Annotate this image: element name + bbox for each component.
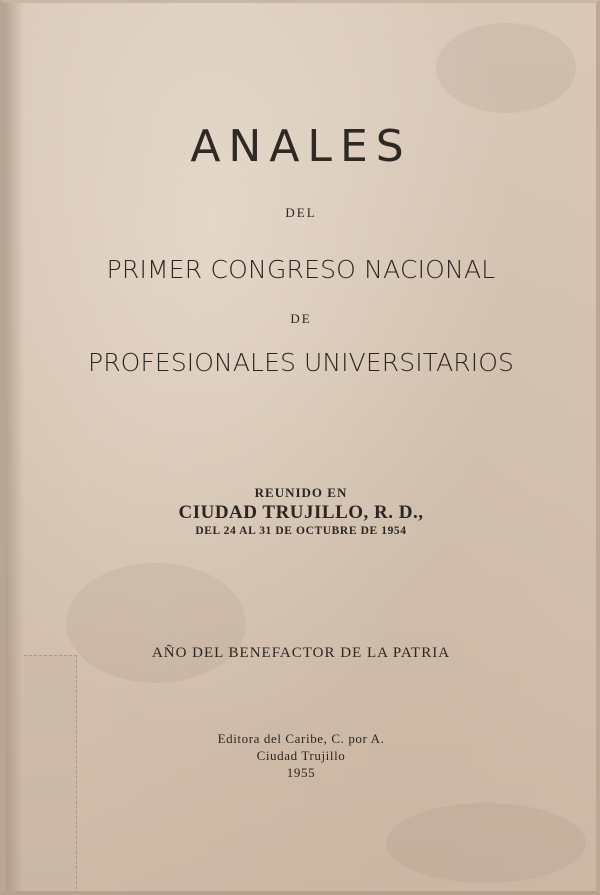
title-connector-del: DEL	[285, 205, 317, 220]
meeting-label: REUNIDO EN	[254, 485, 348, 500]
cover-motto: AÑO DEL BENEFACTOR DE LA PATRIA	[151, 645, 451, 661]
professionals-line: PROFESIONALES UNIVERSITARIOS	[88, 348, 514, 377]
publication-year: 1955	[286, 765, 316, 780]
title-connector-de: DE	[290, 311, 312, 326]
publisher-city: Ciudad Trujillo	[256, 748, 346, 763]
publisher-name: Editora del Caribe, C. por A.	[217, 731, 385, 746]
cover-title: ANALES	[190, 121, 412, 172]
meeting-dates: DEL 24 AL 31 DE OCTUBRE DE 1954	[195, 525, 407, 537]
congress-line: PRIMER CONGRESO NACIONAL	[106, 255, 496, 284]
paper-stain	[436, 23, 576, 113]
meeting-city: CIUDAD TRUJILLO, R. D.,	[178, 502, 424, 523]
paper-stain	[66, 563, 246, 683]
paper-stain	[386, 803, 586, 883]
